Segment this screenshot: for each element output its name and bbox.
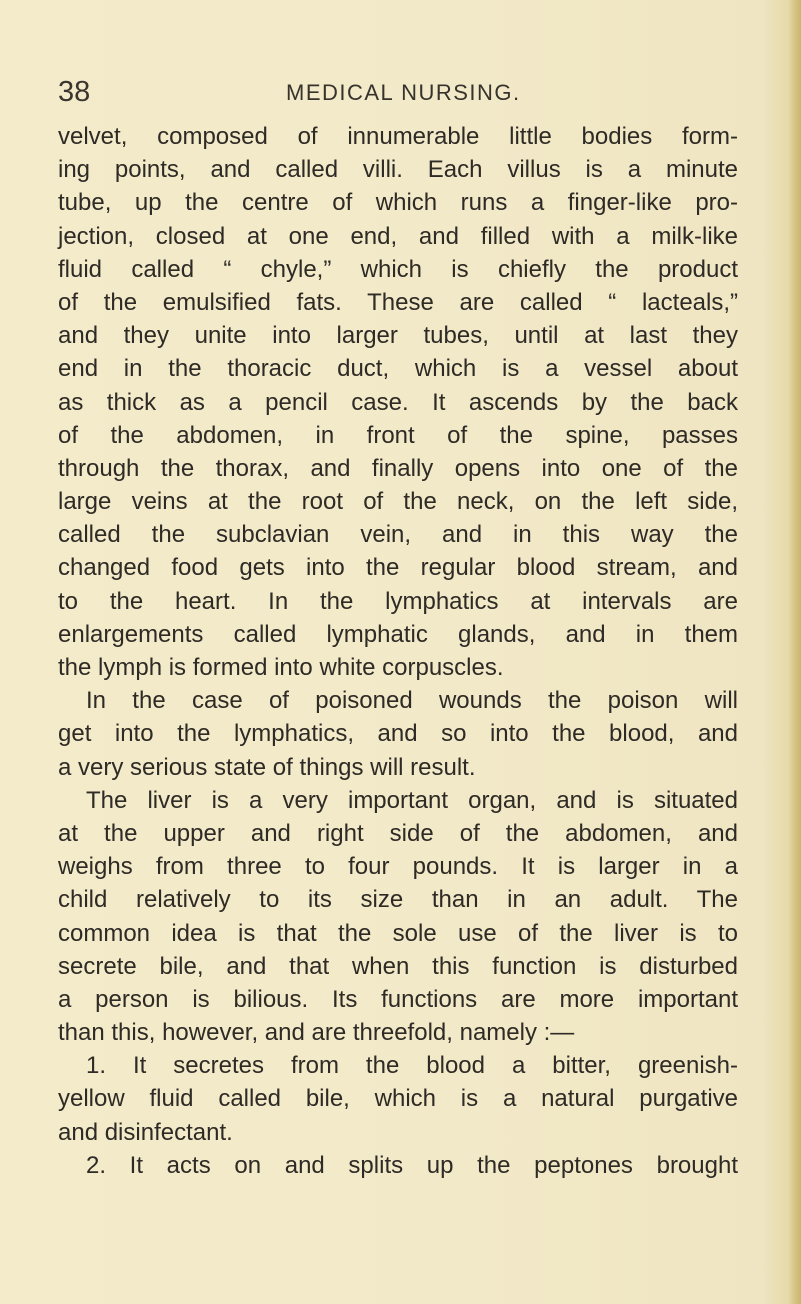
text-line: 2. It acts on and splits up the peptones brought	[86, 1151, 738, 1179]
body-text	[58, 120, 738, 1182]
text-line: child relatively to its size than in an adult. The	[58, 886, 738, 914]
page-number: 38	[58, 76, 91, 108]
text-line: In the case of poisoned wounds the poison will	[86, 687, 738, 715]
text-line: through the thorax, and finally opens into one of the	[58, 454, 738, 482]
page-header	[58, 76, 758, 116]
text-line: called the subclavian vein, and in this way the	[58, 521, 738, 549]
text-line: yellow fluid called bile, which is a natural purgative	[58, 1085, 738, 1113]
text-line: as thick as a pencil case. It ascends by the back	[58, 388, 738, 416]
text-line: large veins at the root of the neck, on the left side,	[58, 488, 738, 516]
text-line: and disinfectant.	[58, 1118, 233, 1146]
text-line: ing points, and called villi. Each villus is a minute	[58, 156, 738, 184]
text-line: than this, however, and are threefold, namely :—	[58, 1019, 575, 1047]
text-line: a person is bilious. Its functions are more important	[58, 985, 738, 1013]
text-line: of the emulsified fats. These are called “ lacteals,”	[58, 288, 738, 316]
text-line: end in the thoracic duct, which is a vessel about	[58, 355, 738, 383]
text-line: velvet, composed of innumerable little bodies form-	[58, 123, 738, 150]
text-line: a very serious state of things will result.	[58, 753, 476, 781]
text-line: secrete bile, and that when this function is disturbed	[58, 952, 738, 980]
text-line: get into the lymphatics, and so into the blood, and	[58, 720, 738, 748]
text-line: the lymph is formed into white corpuscles.	[58, 654, 504, 681]
text-line: jection, closed at one end, and filled with a milk-like	[58, 222, 738, 250]
text-line: changed food gets into the regular blood stream, and	[58, 554, 738, 582]
text-line: weighs from three to four pounds. It is larger in a	[58, 853, 738, 881]
text-line: The liver is a very important organ, and is situated	[86, 786, 738, 814]
text-line: tube, up the centre of which runs a finger-like pro-	[58, 189, 738, 217]
page-edge	[789, 0, 801, 1304]
text-line: enlargements called lymphatic glands, and in them	[58, 620, 738, 648]
text-line: and they unite into larger tubes, until at last they	[58, 322, 738, 350]
running-head: MEDICAL NURSING.	[286, 80, 521, 105]
text-line: at the upper and right side of the abdomen, and	[58, 819, 738, 847]
text-line: 1. It secretes from the blood a bitter, greenish-	[86, 1052, 738, 1080]
text-line: common idea is that the sole use of the liver is to	[58, 919, 738, 947]
text-line: to the heart. In the lymphatics at intervals are	[58, 587, 738, 615]
text-line: of the abdomen, in front of the spine, passes	[58, 421, 738, 449]
text-line: fluid called “ chyle,” which is chiefly the product	[58, 255, 738, 283]
